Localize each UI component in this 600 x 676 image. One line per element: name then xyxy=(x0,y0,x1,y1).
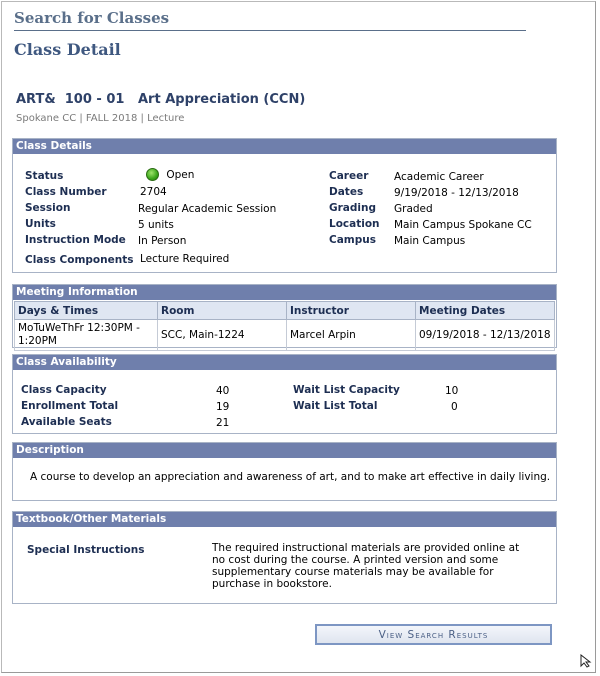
description-section xyxy=(12,442,557,501)
page-heading: Search for Classes xyxy=(14,9,526,31)
units-label: Units xyxy=(25,218,56,230)
instructor-cell: Marcel Arpin xyxy=(287,320,416,351)
units-value: 5 units xyxy=(138,219,174,231)
green-circle-icon xyxy=(146,168,159,181)
class-availability-header: Class Availability xyxy=(13,355,556,370)
career-value: Academic Career xyxy=(394,171,484,183)
class-components-label: Class Components xyxy=(25,254,134,266)
wait-list-total-value: 0 xyxy=(451,401,458,413)
mouse-pointer-icon xyxy=(580,654,593,668)
available-seats-label: Available Seats xyxy=(21,416,112,428)
textbook-header: Textbook/Other Materials xyxy=(13,512,556,527)
session-label: Session xyxy=(25,202,71,214)
class-capacity-label: Class Capacity xyxy=(21,384,107,396)
class-subtitle: Spokane CC | FALL 2018 | Lecture xyxy=(16,113,185,124)
grading-value: Graded xyxy=(394,203,433,215)
location-value: Main Campus Spokane CC xyxy=(394,219,532,231)
wait-list-capacity-value: 10 xyxy=(445,385,459,397)
special-instructions-text: The required instructional materials are provided online at no cost during the course. A printed version and some supplementary course materials may be available for purchase in bookstore. xyxy=(212,542,520,590)
class-number-value: 2704 xyxy=(140,186,167,198)
dates-label: Dates xyxy=(329,186,364,198)
instruction-mode-label: Instruction Mode xyxy=(25,234,126,246)
available-seats-value: 21 xyxy=(216,417,230,429)
page-title: Class Detail xyxy=(14,40,121,59)
meeting-information-header: Meeting Information xyxy=(13,285,556,300)
enrollment-total-value: 19 xyxy=(216,401,230,413)
meeting-dates-cell: 09/19/2018 - 12/13/2018 xyxy=(416,320,555,351)
column-header: Meeting Dates xyxy=(416,302,555,320)
wait-list-capacity-label: Wait List Capacity xyxy=(293,384,400,396)
column-header: Room xyxy=(158,302,287,320)
status-value: Open xyxy=(166,168,195,181)
class-details-section xyxy=(12,138,557,273)
career-label: Career xyxy=(329,170,369,182)
description-text: A course to develop an appreciation and awareness of art, and to make art effective in daily living. xyxy=(30,471,551,483)
grading-label: Grading xyxy=(329,202,376,214)
campus-label: Campus xyxy=(329,234,376,246)
class-availability-section xyxy=(12,354,557,434)
location-label: Location xyxy=(329,218,380,230)
textbook-section xyxy=(12,511,557,604)
dates-value: 9/19/2018 - 12/13/2018 xyxy=(394,187,519,199)
enrollment-total-label: Enrollment Total xyxy=(21,400,119,412)
special-instructions-label: Special Instructions xyxy=(27,544,145,556)
room-cell: SCC, Main-1224 xyxy=(158,320,287,351)
meeting-table xyxy=(14,301,555,351)
column-header: Instructor xyxy=(287,302,416,320)
column-header: Days & Times xyxy=(15,302,158,320)
class-components-value: Lecture Required xyxy=(140,253,230,265)
table-row xyxy=(15,320,555,351)
class-details-header: Class Details xyxy=(13,139,556,154)
meeting-information-section xyxy=(12,284,557,348)
class-number-label: Class Number xyxy=(25,186,107,198)
instruction-mode-value: In Person xyxy=(138,235,187,247)
wait-list-total-label: Wait List Total xyxy=(293,400,378,412)
class-title: ART& 100 - 01 Art Appreciation (CCN) xyxy=(16,92,306,107)
days-times-cell: MoTuWeThFr 12:30PM - 1:20PM xyxy=(15,320,158,351)
meeting-table-header-row xyxy=(15,302,555,320)
class-capacity-value: 40 xyxy=(216,385,230,397)
status-value-wrap xyxy=(146,168,194,181)
status-label: Status xyxy=(25,170,64,182)
campus-value: Main Campus xyxy=(394,235,466,247)
session-value: Regular Academic Session xyxy=(138,203,277,215)
description-header: Description xyxy=(13,443,556,458)
view-search-results-button[interactable]: View Search Results xyxy=(315,624,552,645)
